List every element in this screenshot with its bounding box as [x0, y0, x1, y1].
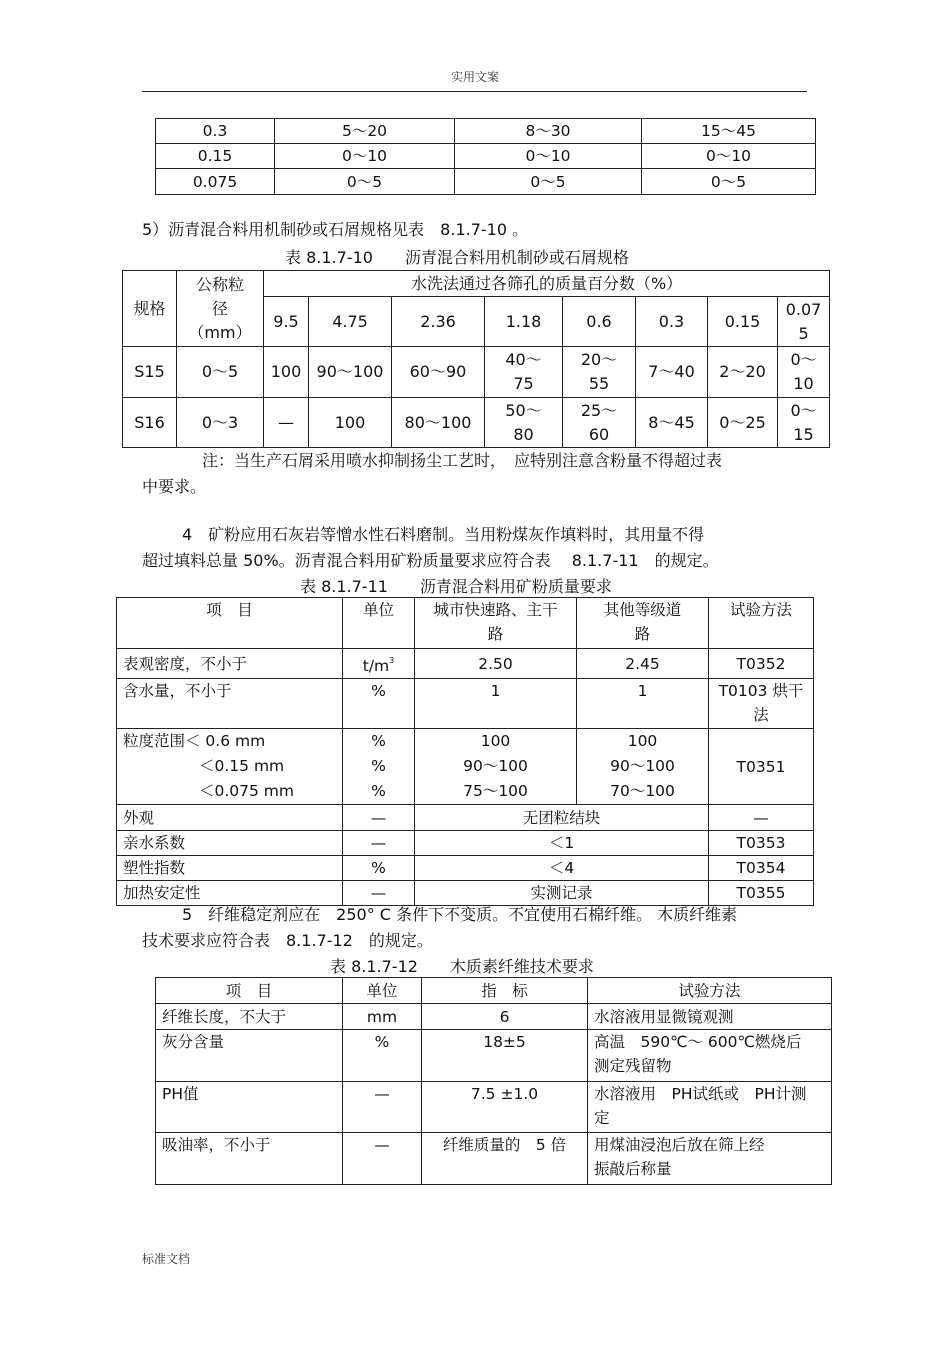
item-cell: 外观: [117, 805, 343, 831]
grading-units: [343, 729, 415, 805]
unit-cell: mm: [343, 1004, 422, 1030]
item-cell: 含水量，不小于: [117, 679, 343, 729]
value-cell: 纤维质量的 5 倍: [422, 1133, 588, 1185]
table-row: [156, 978, 832, 1004]
sieve-header: 0.6: [563, 297, 636, 347]
value-cell: 0～ 15: [778, 398, 830, 448]
value-cell: 1: [415, 679, 577, 729]
value-cell: —: [264, 398, 309, 448]
value-cell: 100: [264, 347, 309, 398]
header-urban-expressway: 城市快速路、主干 路: [415, 598, 577, 649]
page-header: 实用文案: [450, 70, 499, 84]
method-cell: 水溶液用显微镜观测: [588, 1004, 832, 1030]
unit-cell: %: [343, 856, 415, 881]
paragraph-4-line1: 4 矿粉应用石灰岩等憎水性石料磨制。当用粉煤灰作填料时，其用量不得: [182, 525, 705, 544]
sieve-header: 9.5: [264, 297, 309, 347]
table-cell: 8～30: [455, 119, 642, 144]
table-cell: 0～5: [455, 169, 642, 195]
table-row: [123, 398, 830, 448]
table-cell: 0～5: [275, 169, 455, 195]
table-cell: 0.075: [156, 169, 275, 195]
table-row: [117, 856, 814, 881]
value-cell: 7.5 ±1.0: [422, 1082, 588, 1133]
unit-cell: %: [343, 1030, 422, 1082]
table-row: [156, 1004, 832, 1030]
table-cell: 0～10: [455, 144, 642, 169]
header-rule: [142, 91, 807, 92]
table-row: [123, 271, 830, 297]
header-index: 指 标: [422, 978, 588, 1004]
unit-cell: %: [343, 679, 415, 729]
value-cell: 20～ 55: [563, 347, 636, 398]
value-cell: 0～25: [708, 398, 778, 448]
method-cell: T0354: [709, 856, 814, 881]
unit-cell: —: [343, 805, 415, 831]
grading-values-urban: [415, 729, 577, 805]
header-passing-group: 水洗法通过各筛孔的质量百分数（%）: [264, 271, 830, 297]
table2-caption: 表 8.1.7-11 沥青混合料用矿粉质量要求: [300, 577, 612, 596]
grading-item: 粒度范围＜ 0.6 mm: [123, 732, 266, 750]
table-row: [123, 347, 830, 398]
unit-cell: —: [343, 1133, 422, 1185]
value-cell: 8～45: [636, 398, 708, 448]
sieve-header: 1.18: [485, 297, 563, 347]
table-row: [156, 1030, 832, 1082]
table-row: [117, 805, 814, 831]
value-cell: 90～100: [309, 347, 392, 398]
value-cell: 50～ 80: [485, 398, 563, 448]
header-test-method: 试验方法: [709, 598, 814, 649]
sieve-header: 2.36: [392, 297, 485, 347]
header-unit: 单位: [343, 978, 422, 1004]
table-row: [156, 1133, 832, 1185]
grading-value: 75～100: [463, 782, 528, 800]
grading-value: 90～100: [610, 757, 675, 775]
table3-caption: 表 8.1.7-12 木质素纤维技术要求: [330, 957, 594, 976]
value-cell: 2.45: [577, 649, 709, 679]
item-cell: 亲水系数: [117, 831, 343, 856]
grading-item: ＜0.15 mm: [199, 757, 285, 775]
unit-cell: —: [343, 1082, 422, 1133]
value-cell: 2～20: [708, 347, 778, 398]
table-row: [117, 598, 814, 649]
method-cell: T0103 烘干 法: [709, 679, 814, 729]
value-cell: 60～90: [392, 347, 485, 398]
value-cell: 7～40: [636, 347, 708, 398]
paragraph-5b-line1: 5 纤维稳定剂应在 250° C 条件下不变质。不宜使用石棉纤维。 木质纤维素: [182, 905, 738, 924]
unit-cell: —: [343, 881, 415, 906]
table-cell: 5～20: [275, 119, 455, 144]
table-row: [117, 831, 814, 856]
table-cell: 0.15: [156, 144, 275, 169]
method-cell: 用煤油浸泡后放在筛上经 振敲后称量: [588, 1133, 832, 1185]
unit-superscript: 3: [389, 656, 395, 665]
grading-value: 100: [480, 732, 511, 750]
table-row: [117, 679, 814, 729]
unit-text: t/m: [362, 657, 390, 675]
table-row: [117, 729, 814, 805]
grading-item: ＜0.075 mm: [199, 782, 294, 800]
sieve-header: 4.75: [309, 297, 392, 347]
header-nominal-size: [177, 271, 264, 347]
table1-note-line2: 中要求。: [142, 477, 207, 496]
value-cell: 无团粒结块: [415, 805, 709, 831]
method-cell: 高温 590℃～ 600℃燃烧后 测定残留物: [588, 1030, 832, 1082]
item-cell: 灰分含量: [156, 1030, 343, 1082]
table-manufactured-sand: [122, 270, 830, 448]
value-cell: 25～ 60: [563, 398, 636, 448]
value-cell: 0～ 10: [778, 347, 830, 398]
table-cell: 0.3: [156, 119, 275, 144]
table-row: [117, 649, 814, 679]
value-cell: ＜1: [415, 831, 709, 856]
item-cell: 表观密度，不小于: [117, 649, 343, 679]
table1-note-line1: 注：当生产石屑采用喷水抑制扬尘工艺时， 应特别注意含粉量不得超过表: [202, 451, 723, 470]
grading-values-other: [577, 729, 709, 805]
header-test-method: 试验方法: [588, 978, 832, 1004]
method-cell: T0351: [709, 729, 814, 805]
item-cell: 吸油率，不小于: [156, 1133, 343, 1185]
method-cell: 水溶液用 PH试纸或 PH计测 定: [588, 1082, 832, 1133]
paragraph-5: 5）沥青混合料用机制砂或石屑规格见表 8.1.7-10 。: [142, 220, 529, 239]
table-cell: 0～5: [642, 169, 816, 195]
value-cell: 18±5: [422, 1030, 588, 1082]
paragraph-4-line2: 超过填料总量 50%。沥青混合料用矿粉质量要求应符合表 8.1.7-11 的规定。: [142, 551, 719, 570]
sieve-header: 0.3: [636, 297, 708, 347]
sieve-header: 0.15: [708, 297, 778, 347]
header-size-line2: 径: [211, 298, 228, 318]
size-cell: 0～5: [177, 347, 264, 398]
grading-value: 70～100: [610, 782, 675, 800]
header-size-line1: 公称粒: [195, 274, 244, 294]
item-cell: 纤维长度，不大于: [156, 1004, 343, 1030]
spec-cell: S16: [123, 398, 177, 448]
header-item: 项 目: [156, 978, 343, 1004]
unit-cell: —: [343, 831, 415, 856]
value-cell: ＜4: [415, 856, 709, 881]
sieve-header: 0.07 5: [778, 297, 830, 347]
unit-cell: [343, 649, 415, 679]
header-item: 项 目: [117, 598, 343, 649]
spec-cell: S15: [123, 347, 177, 398]
value-cell: 100: [309, 398, 392, 448]
grading-items: [117, 729, 343, 805]
grading-unit: %: [371, 757, 386, 775]
header-spec: 规格: [123, 271, 177, 347]
grading-value: 100: [627, 732, 658, 750]
value-cell: 实测记录: [415, 881, 709, 906]
item-cell: 塑性指数: [117, 856, 343, 881]
value-cell: 1: [577, 679, 709, 729]
table-row: [156, 119, 816, 144]
method-cell: T0355: [709, 881, 814, 906]
table-cell: 15～45: [642, 119, 816, 144]
method-cell: T0352: [709, 649, 814, 679]
table-sieve-continuation: [155, 118, 816, 195]
value-cell: 80～100: [392, 398, 485, 448]
value-cell: 2.50: [415, 649, 577, 679]
table-mineral-powder: [116, 597, 814, 906]
grading-unit: %: [371, 732, 386, 750]
value-cell: 6: [422, 1004, 588, 1030]
method-cell: —: [709, 805, 814, 831]
table-row: [156, 1082, 832, 1133]
table-cell: 0～10: [642, 144, 816, 169]
size-cell: 0～3: [177, 398, 264, 448]
header-size-line3: （mm）: [188, 322, 252, 342]
grading-unit: %: [371, 782, 386, 800]
table1-caption: 表 8.1.7-10 沥青混合料用机制砂或石屑规格: [285, 248, 629, 267]
header-unit: 单位: [343, 598, 415, 649]
page-footer: 标准文档: [142, 1252, 191, 1266]
method-cell: T0353: [709, 831, 814, 856]
paragraph-5b-line2: 技术要求应符合表 8.1.7-12 的规定。: [142, 931, 433, 950]
value-cell: 40～ 75: [485, 347, 563, 398]
table-row: [156, 144, 816, 169]
grading-value: 90～100: [463, 757, 528, 775]
item-cell: 加热安定性: [117, 881, 343, 906]
table-cell: 0～10: [275, 144, 455, 169]
table-lignin-fiber: [155, 977, 832, 1185]
table-row: [156, 169, 816, 195]
item-cell: PH值: [156, 1082, 343, 1133]
header-other-roads: 其他等级道 路: [577, 598, 709, 649]
